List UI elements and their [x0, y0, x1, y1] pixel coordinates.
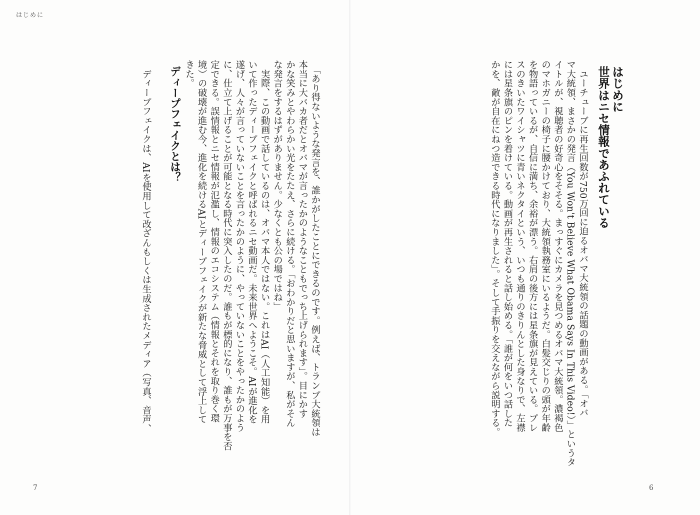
body-line: マ大統領、まさかの発言（You Won't Believe What Obama Says In This Video!）」というタ	[564, 60, 576, 467]
body-line: かを、敵が自在にねつ造できる時代になりました」。そして手振りを交えながら説明する。	[488, 60, 500, 437]
body-line: 遂げ、人々が言っていないことを言ったかのように、やっていないことをやったかのよう	[233, 60, 245, 432]
section-heading: ディープフェイクとは？	[169, 66, 181, 183]
body-line: を物語っているが、自信に満ち、余裕が漂う。右肩の後方には星条旗が見えている。プレ	[526, 60, 538, 432]
body-line: イトルが、視聴者の好奇心をそそる。まっすぐにカメラを見つめるオバマ大統領。濃褐色	[551, 60, 563, 432]
body-line: には星条旗のピンを着けている。動画が再生されると話し始める。「誰が何をいつ話した	[501, 60, 513, 428]
chapter-subtitle-line: 世界はニセ情報であふれている	[597, 66, 611, 229]
body-line: 実際、この動画で話しているのは、オバマ本人ではない。これはAI（人工知能）を用	[258, 60, 270, 424]
body-line: ディープフェイクは、AIを使用して改ざんもしくは生成されたメディア（写真、音声、	[140, 60, 151, 434]
body-line: 境）の破壊が進む今、進化を続けるAIとディープフェイクが新たな脅威として浮上して	[195, 60, 207, 424]
body-line: スのきいたワイシャツに青いネクタイという、いつも通りのきりんとした身なりで、左襟	[514, 60, 526, 432]
page-number-right: 6	[649, 484, 654, 492]
body-line: いて作ったディープフェイクと呼ばれるニセ動画だ。未来世界へようこそ。AIが進化を	[246, 60, 258, 424]
body-line: ユーチューブに再生回数が750万回に迫るオバマ大統領の話題の動画がある。「オバ	[577, 60, 588, 418]
left-page-body	[183, 60, 320, 456]
chapter-title-line: はじめに	[611, 66, 625, 113]
body-line: きた。	[183, 60, 195, 88]
body-line: に、仕立て上げることが可能となる時代に突入したのだ。誰もが標的になり、誰もが万事を否	[220, 60, 232, 451]
chapter-title	[597, 66, 625, 286]
page-number-left: 7	[33, 484, 38, 492]
page-gutter	[349, 0, 351, 515]
running-head: はじめに	[16, 12, 45, 19]
body-line: かな笑みとやわらかい光をたたえ、さらに続ける。「おわかりだと思いますが、私がそん	[283, 60, 295, 428]
body-line: 本当に大バカ者だとオバマが言ったかのようなこともでっち上げられます」。目にかす	[296, 60, 308, 419]
right-page-body	[438, 60, 588, 467]
body-line: のマホガニーの椅子に腰かけており、大統領執務室にいるようだ。白髪交じりの頭が年齢	[539, 60, 551, 432]
body-line: な発言をするはずがありません。少なくとも公の場ではね」	[271, 60, 283, 312]
body-line: 「あり得ないような発言を、誰かがしたことにできるのです。例えば、トランプ大統領は	[309, 60, 320, 437]
body-line: 定できる。誤情報とニセ情報が氾濫し、情報のエコシステム（情報とそれを取り巻く環	[208, 60, 220, 423]
section-body	[31, 60, 151, 456]
